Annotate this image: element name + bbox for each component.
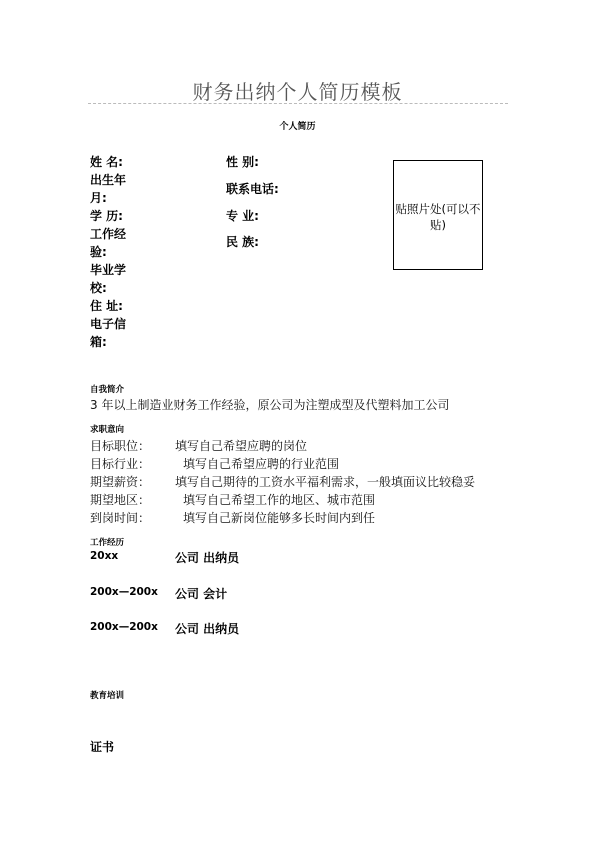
experience-role: 公司 出纳员 [175, 622, 240, 636]
intent-value: 填写自己希望应聘的岗位 [175, 439, 308, 453]
intent-label: 期望薪资： [90, 475, 151, 489]
photo-placeholder-text: 贴照片处(可以不贴) [395, 202, 481, 232]
birth-label: 出生年月: [90, 173, 127, 205]
intent-label: 到岗时间： [90, 511, 151, 525]
experience-date: 200x—200x [90, 586, 158, 598]
education-label: 学 历: [90, 209, 123, 223]
experience-date: 20xx [90, 550, 119, 562]
education-heading: 教育培训 [90, 691, 125, 701]
photo-placeholder [393, 160, 483, 270]
intent-label: 目标行业： [90, 457, 151, 471]
title-divider [88, 103, 508, 104]
address-label: 住 址: [90, 299, 123, 313]
intent-value: 填写自己希望应聘的行业范围 [183, 457, 340, 471]
intent-value: 填写自己期待的工资水平福利需求，一般填面议比较稳妥 [175, 475, 476, 489]
major-label: 专 业: [226, 209, 259, 223]
work-experience-heading: 工作经历 [90, 538, 125, 548]
experience-date: 200x—200x [90, 621, 158, 633]
experience-role: 公司 出纳员 [175, 551, 240, 565]
job-intent-heading: 求职意向 [90, 425, 125, 435]
phone-label: 联系电话: [226, 182, 279, 196]
experience-role: 公司 会计 [175, 587, 228, 601]
intent-value: 填写自己希望工作的地区、城市范围 [183, 493, 376, 507]
certificates-heading: 证书 [90, 740, 115, 754]
document-title: 财务出纳个人简历模板 [192, 80, 403, 104]
intent-label: 期望地区： [90, 493, 151, 507]
intent-label: 目标职位： [90, 439, 151, 453]
intent-value: 填写自己新岗位能够多长时间内到任 [183, 511, 376, 525]
gender-label: 性 别: [226, 155, 259, 169]
self-intro-text: 3 年以上制造业财务工作经验，原公司为注塑成型及代塑料加工公司 [90, 398, 450, 412]
school-label: 毕业学校: [90, 263, 127, 295]
email-label: 电子信箱: [90, 317, 127, 349]
experience-label: 工作经验: [90, 227, 127, 259]
document-subtitle: 个人简历 [279, 122, 316, 132]
name-label: 姓 名: [90, 155, 123, 169]
ethnicity-label: 民 族: [226, 235, 259, 249]
self-intro-heading: 自我简介 [90, 385, 125, 395]
